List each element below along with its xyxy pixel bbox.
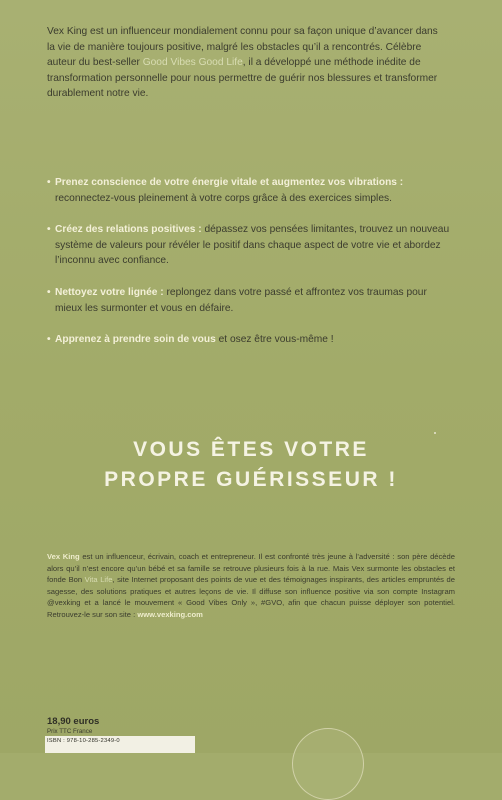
list-item <box>47 332 452 348</box>
bio-brand: Vita Life <box>84 575 113 585</box>
bullet-dot-icon: • <box>47 334 51 346</box>
price-subtitle: Prix TTC France <box>47 728 93 735</box>
bullet-lead: Créez des relations positives : <box>55 224 202 236</box>
bio-text-1: est un influenceur, écrivain, coach et entrepreneur. Il est confronté très jeune à l’adversité : son père décède alors qu’il n’est encore qu’un bébé et sa famille se retrouve plusieurs fois à la rue. Mais Vex surmonte les obstacles et fonde Bon <box>47 552 455 585</box>
bullet-dot-icon: • <box>47 286 51 298</box>
bullet-lead: Prenez conscience de votre énergie vitale et augmentez vos vibrations : <box>55 177 404 188</box>
list-item <box>47 285 452 316</box>
list-item <box>47 222 452 269</box>
bullet-dot-icon: • <box>47 177 51 188</box>
intro-text-2: , il a développé une méthode inédite de transformation personnelle pour nous permettre de guérir nos blessures et transformer durablement notre vie. <box>47 57 438 100</box>
isbn: ISBN : 978-10-285-2349-0 <box>47 738 120 744</box>
author-name: Vex King <box>47 552 80 561</box>
author-bio <box>47 551 455 621</box>
heading-line-1: VOUS ÊTES VOTRE <box>133 438 369 461</box>
bio-text-2: , site Internet proposant des points de vue et des témoignages inspirants, des articles empruntés de sagesse, des solutions pratiques et autres leçons de vie. Il diffuse son influence positive via son compte Instagram @vexking et a lancé le mouvement « Good Vibes Only », #GVO, afin que chacun puisse déployer son potentiel. Retrouvez-le sur son site : <box>47 575 455 619</box>
bullet-text: reconnectez-vous pleinement à votre corps grâce à des exercices simples. <box>55 192 392 204</box>
author-website-link[interactable]: www.vexking.com <box>137 609 203 619</box>
price: 18,90 euros <box>47 716 100 727</box>
bullet-lead: Apprenez à prendre soin de vous <box>55 334 216 346</box>
bullet-text: dépassez vos pensées limitantes, trouvez un nouveau système de valeurs pour révéler le positif dans chaque aspect de votre vie et abordez l’inconnu avec confiance. <box>55 224 450 267</box>
intro-book-title: Good Vibes Good Life <box>142 57 243 69</box>
publisher-seal-icon <box>292 728 364 800</box>
bullet-lead: Nettoyez votre lignée : <box>55 286 164 298</box>
list-item <box>47 175 452 206</box>
heading-line-2: PROPRE GUÉRISSEUR ! <box>104 468 398 491</box>
bullet-list <box>47 175 452 364</box>
bullet-text: replongez dans votre passé et affrontez vos traumas pour mieux les surmonter et vous en défaire. <box>55 286 427 314</box>
bullet-text: et osez être vous-même ! <box>215 334 334 346</box>
intro-paragraph <box>47 24 447 102</box>
intro-text-1: Vex King est un influenceur mondialement connu pour sa façon unique d’avancer dans la vie de manière toujours positive, malgré les obstacles qu’il a rencontrés. Célèbre auteur du best-seller <box>47 26 438 69</box>
bullet-dot-icon: • <box>47 224 51 236</box>
decorative-speck <box>434 432 436 434</box>
